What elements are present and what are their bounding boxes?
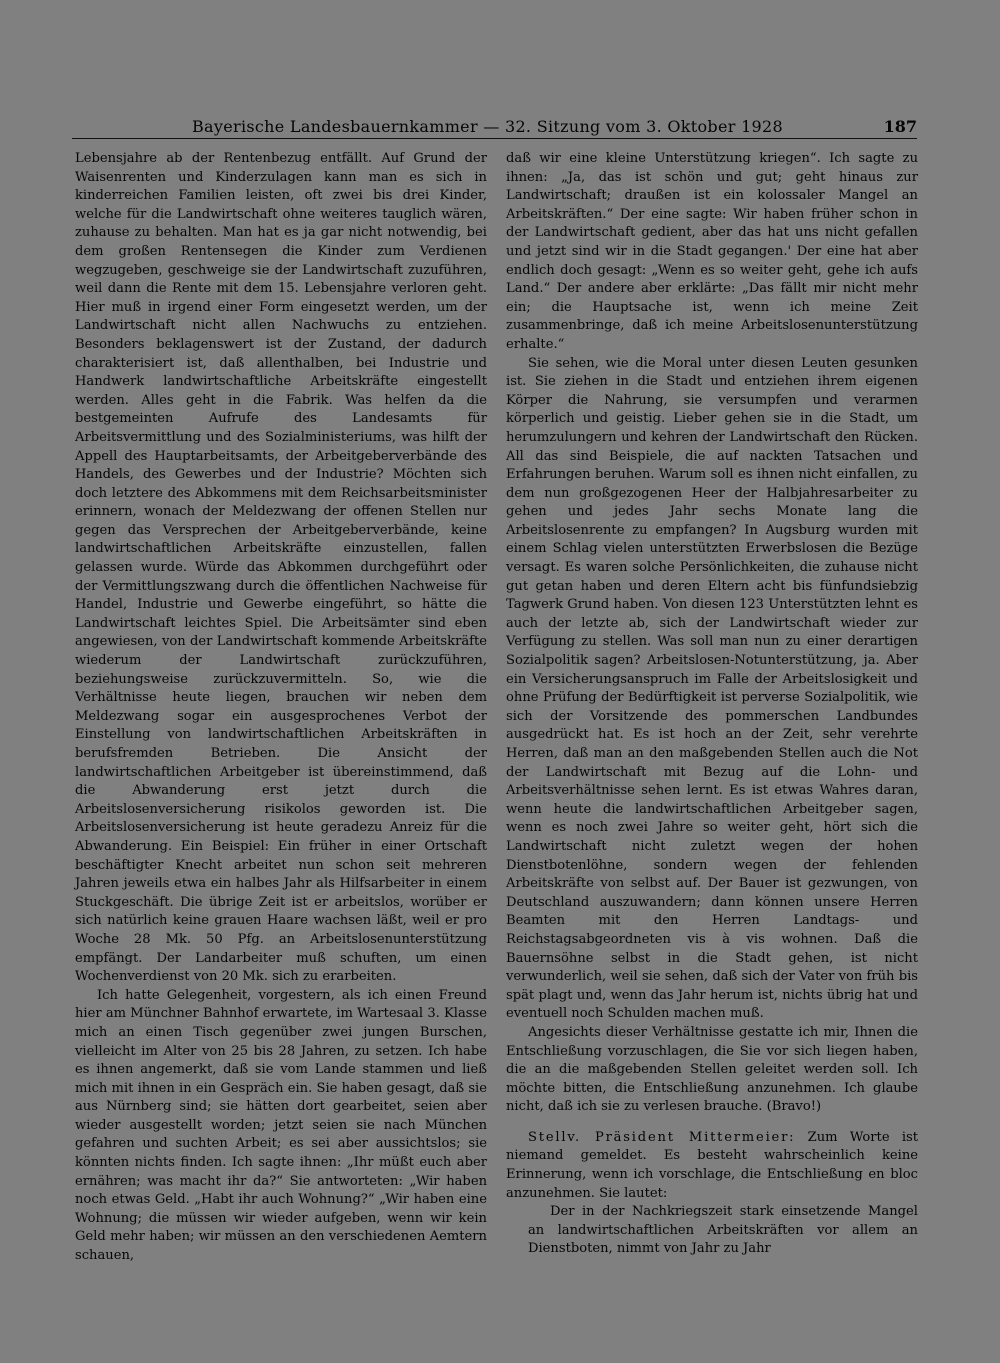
page-number: 187 <box>883 117 917 136</box>
running-header <box>72 117 917 139</box>
header-title: Bayerische Landesbauernkammer — 32. Sitzung vom 3. Oktober 1928 <box>192 117 783 136</box>
right-column <box>506 150 918 1259</box>
paragraph: Ich hatte Gelegenheit, vorgestern, als ich einen Freund hier am Münchner Bahnhof erwartete, im Wartesaal 3. Klasse mich an einen Tisch gegenüber zwei jungen Burschen, vielleicht im Alter von 25 bis 28 Jahren, zu setzen. Ich habe es ihnen angemerkt, daß sie vom Lande stammen und ließ mich mit ihnen in ein Gespräch ein. Sie haben gesagt, daß sie aus Nürnberg sind; sie hätten dort gearbeitet, seien aber wieder ausgestellt worden; jetzt seien sie nach München gefahren und suchten Arbeit; es sei aber aussichtslos; sie könnten nichts finden. Ich sagte ihnen: „Ihr müßt euch aber ernähren; was macht ihr da?“ Sie antworteten: „Wir haben noch etwas Geld. „Habt ihr auch Wohnung?“ „Wir haben eine Wohnung; die müssen wir wieder aufgeben, wenn wir kein Geld mehr haben; wir müssen an den verschiedenen Aemtern schauen, <box>75 987 487 1264</box>
resolution-quote: Der in der Nachkriegszeit stark einsetzende Mangel an landwirtschaftlichen Arbeitskräften vor allem an Dienstboten, nimmt von Jahr zu Jahr <box>528 1204 918 1257</box>
speech-text: Zum Worte ist niemand gemeldet. Es besteht wahrscheinlich keine Erinnerung, wenn ich vorschlage, die Entschließung en bloc anzunehmen. Sie lautet: <box>506 1129 918 1201</box>
speech-paragraph <box>506 1129 918 1203</box>
left-column <box>75 150 487 1266</box>
paragraph: Angesichts dieser Verhältnisse gestatte ich mir, Ihnen die Entschließung vorzuschlagen, die Sie vor sich liegen haben, die an die maßgebenden Stellen geleitet werden soll. Ich möchte bitten, die Entschließung anzunehmen. Ich glaube nicht, daß ich sie zu verlesen brauche. (Bravo!) <box>506 1024 918 1115</box>
paragraph: Lebensjahre ab der Rentenbezug entfällt. Auf Grund der Waisenrenten und Kinderzulagen kann man es sich in kinderreichen Familien leisten, oft zwei bis drei Kinder, welche für die Landwirtschaft ohne weiteres tauglich wären, zuhause zu behalten. Man hat es ja gar nicht notwendig, bei dem großen Rentensegen die Kinder zum Verdienen wegzugeben, geschweige sie der Landwirtschaft zuzuführen, weil dann die Rente mit dem 15. Lebensjahre verloren geht. Hier muß in irgend einer Form eingesetzt werden, um der Landwirtschaft nicht allen Nachwuchs zu entziehen. Besonders beklagenswert ist der Zustand, der dadurch charakterisiert ist, daß allenthalben, bei Industrie und Handwerk landwirtschaftliche Arbeitskräfte eingestellt werden. Alles geht in die Fabrik. Was helfen da die bestgemeinten Aufrufe des Landesamts für Arbeitsvermittlung und des Sozialministeriums, was hilft der Appell des Hauptarbeitsamts, der Arbeitgeberverbände des Handels, des Gewerbes und der Industrie? Möchten sich doch letztere des Abkommens mit dem Reichsarbeitsminister erinnern, wonach der Meldezwang der offenen Stellen nur gegen das Versprechen der Arbeitgeberverbände, keine landwirtschaftlichen Arbeitskräfte einzustellen, fallen gelassen wurde. Würde das Abkommen durchgeführt oder der Vermittlungszwang durch die öffentlichen Nachweise für Handel, Industrie und Gewerbe eingeführt, so hätte die Landwirtschaft leichtes Spiel. Die Arbeitsämter sind eben angewiesen, von der Landwirtschaft kommende Arbeitskräfte wiederum der Landwirtschaft zurückzuführen, beziehungsweise zurückzuvermitteln. So, wie die Verhältnisse heute liegen, brauchen wir neben dem Meldezwang sogar ein ausgesprochenes Verbot der Einstellung von landwirtschaftlichen Arbeitskräften in berufsfremden Betrieben. Die Ansicht der landwirtschaftlichen Arbeitgeber ist übereinstimmend, daß die Abwanderung erst jetzt durch die Arbeitslosenversicherung risikolos geworden ist. Die Arbeitslosenversicherung ist heute geradezu Anreiz für die Abwanderung. Ein Beispiel: Ein früher in einer Ortschaft beschäftigter Knecht arbeitet nun schon seit mehreren Jahren jeweils etwa ein halbes Jahr als Hilfsarbeiter in einem Stuckgeschäft. Die übrige Zeit ist er arbeitslos, worüber er sich natürlich keine grauen Haare wachsen läßt, weil er pro Woche 28 Mk. 50 Pfg. an Arbeitslosenunterstützung empfängt. Der Landarbeiter muß schuften, um einen Wochenverdienst von 20 Mk. sich zu erarbeiten. <box>75 151 487 985</box>
paragraph: daß wir eine kleine Unterstützung kriegen“. Ich sagte zu ihnen: „Ja, das ist schön und gut; geht hinaus zur Landwirtschaft; draußen ist ein kolossaler Mangel an Arbeitskräften.“ Der eine sagte: Wir haben früher schon in der Landwirtschaft gedient, aber das hat uns nicht gefallen und jetzt sind wir in die Stadt gegangen.' Der eine hat aber endlich doch gesagt: „Wenn es so weiter geht, gehe ich aufs Land.“ Der andere aber erklärte: „Das fällt mir nicht mehr ein; die Hauptsache ist, wenn ich meine Zeit zusammenbringe, daß ich meine Arbeitslosenunterstützung erhalte.“ <box>506 151 918 352</box>
header-rule <box>72 138 917 139</box>
paragraph: Sie sehen, wie die Moral unter diesen Leuten gesunken ist. Sie ziehen in die Stadt und entziehen ihrem eigenen Körper die Nahrung, sie versumpfen und verarmen körperlich und geistig. Lieber gehen sie in die Stadt, um herumzulungern und kehren der Landwirtschaft den Rücken. All das sind Beispiele, die auf nackten Tatsachen und Erfahrungen beruhen. Warum soll es ihnen nicht einfallen, zu dem nun großgezogenen Heer der Halbjahresarbeiter zu gehen und jedes Jahr sechs Monate lang die Arbeitslosenrente zu empfangen? In Augsburg wurden mit einem Schlag vielen unterstützten Erwerbslosen die Bezüge versagt. Es waren solche Persönlichkeiten, die zuhause nicht gut getan haben und deren Eltern acht bis fünfundsiebzig Tagwerk Grund haben. Von diesen 123 Unterstützten lehnt es auch der letzte ab, sich der Landwirtschaft wieder zur Verfügung zu stellen. Was soll man nun zu einer derartigen Sozialpolitik sagen? Arbeitslosen-Notunterstützung, ja. Aber ein Versicherungsanspruch im Falle der Arbeitslosigkeit und ohne Prüfung der Bedürftigkeit ist perverse Sozialpolitik, wie sich der Vorsitzende des pommerschen Landbundes ausgedrückt hat. Es ist hoch an der Zeit, sehr verehrte Herren, daß man an den maßgebenden Stellen auch die Not der Landwirtschaft mit Bezug auf die Lohn- und Arbeitsverhältnisse sehen lernt. Es ist etwas Wahres daran, wenn heute die landwirtschaftlichen Arbeitgeber sagen, wenn es noch zwei Jahre so weiter geht, hört sich die Landwirtschaft nicht zuletzt wegen der hohen Dienstbotenlöhne, sondern wegen der fehlenden Arbeitskräfte von selbst auf. Der Bauer ist gezwungen, von Deutschland auszuwandern; dann können unsere Herren Beamten mit den Herren Landtags- und Reichstagsabgeordneten vis à vis wohnen. Daß die Bauernsöhne selbst in die Stadt gehen, ist nicht verwunderlich, weil sie sehen, daß sich der Vater von früh bis spät plagt und, wenn das Jahr herum ist, nichts übrig hat und eventuell noch Schulden machen muß. <box>506 355 918 1022</box>
speaker-name: Stellv. Präsident Mittermeier: <box>528 1129 796 1145</box>
